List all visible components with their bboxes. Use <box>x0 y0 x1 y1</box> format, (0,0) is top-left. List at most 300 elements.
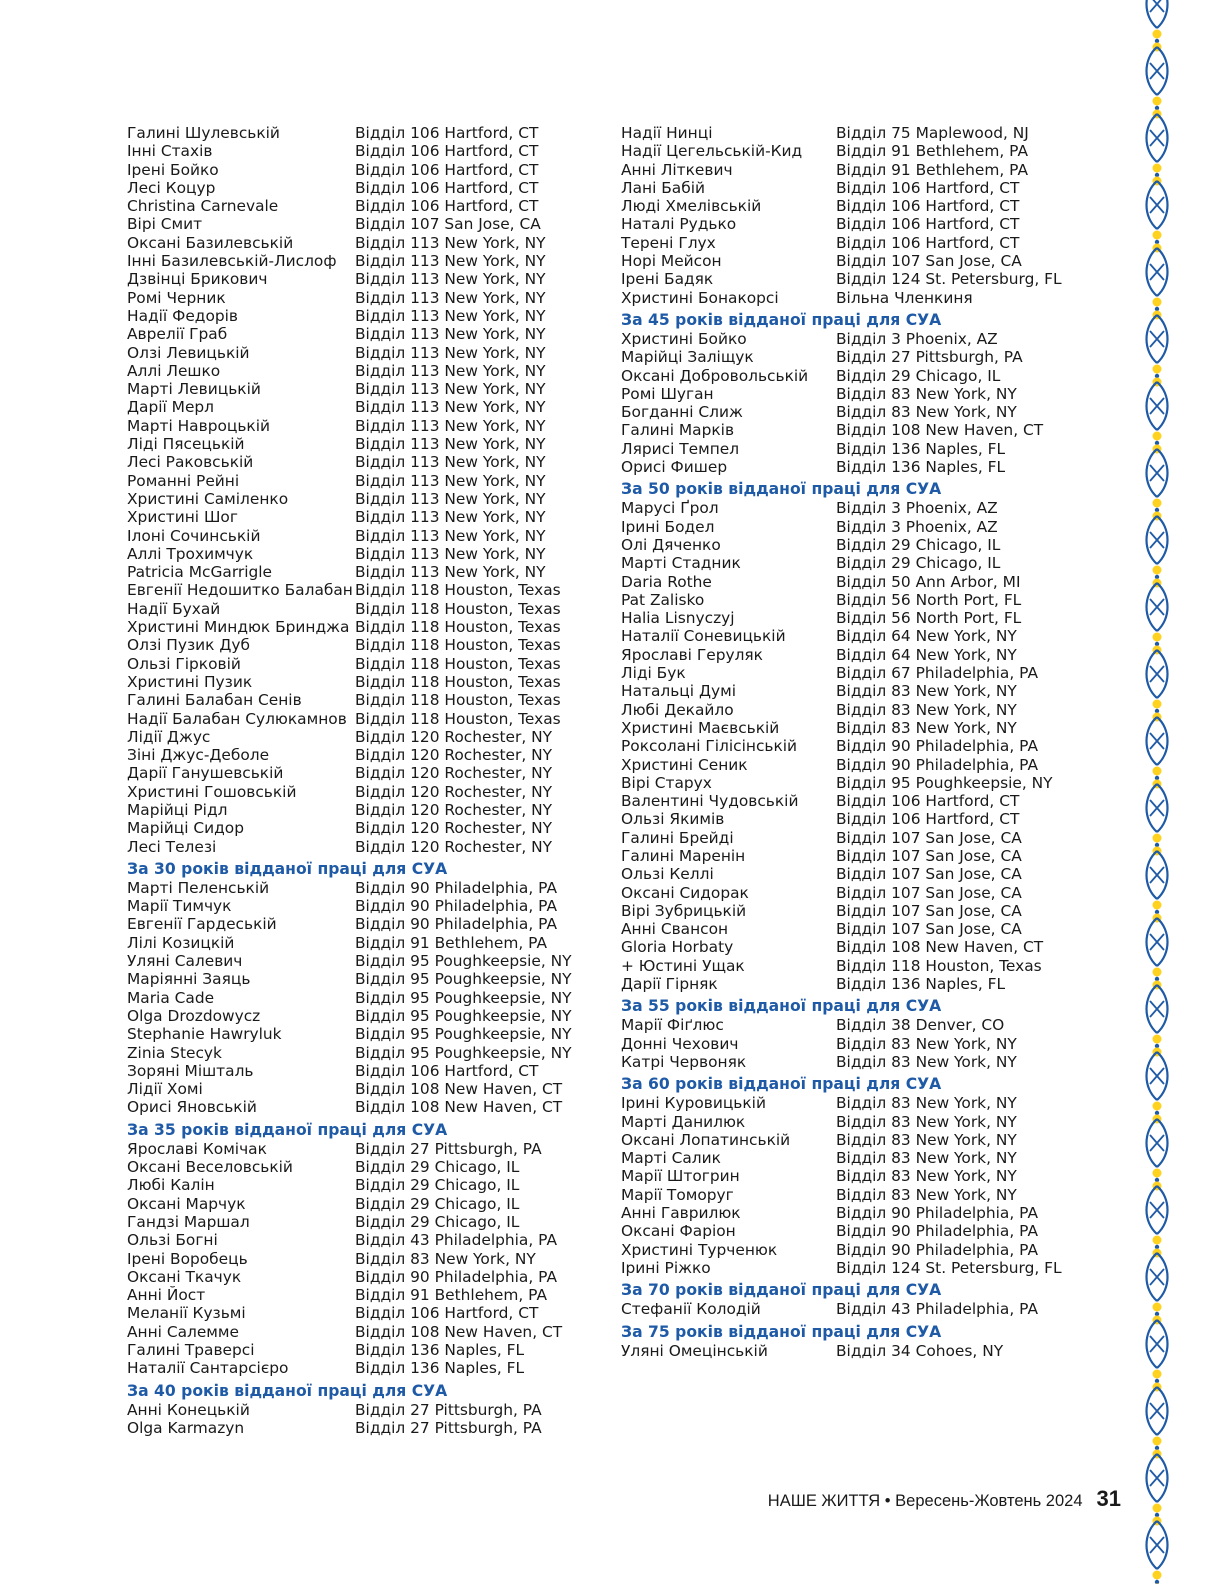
branch-location: Відділ 29 Chicago, IL <box>355 1176 520 1195</box>
ornament-dot <box>1153 432 1162 441</box>
honoree-row <box>127 1007 597 1025</box>
honoree-name: Ромі Черник <box>127 288 226 307</box>
honoree-name: Gloria Horbaty <box>621 938 734 957</box>
honoree-row <box>127 545 597 563</box>
honoree-name: Надії Нинці <box>621 124 713 142</box>
right-column <box>621 124 1091 1360</box>
ornament-loop <box>1147 516 1158 564</box>
branch-location: Відділ 136 Naples, FL <box>355 1341 525 1359</box>
branch-location: Відділ 113 New York, NY <box>355 325 546 344</box>
branch-location: Відділ 91 Bethlehem, PA <box>836 142 1028 161</box>
branch-location: Відділ 113 New York, NY <box>355 270 546 289</box>
honoree-row <box>621 197 1091 215</box>
honoree-name: Уляні Омецінській <box>621 1341 768 1360</box>
honoree-row <box>621 1241 1091 1259</box>
ornament-loop <box>1157 248 1168 296</box>
branch-location: Відділ 90 Philadelphia, PA <box>836 1222 1038 1241</box>
branch-location: Відділ 95 Poughkeepsie, NY <box>355 1043 572 1062</box>
honoree-name: Лідії Джус <box>127 727 211 746</box>
branch-location: Відділ 29 Chicago, IL <box>836 366 1001 385</box>
honoree-row <box>621 1167 1091 1185</box>
honoree-row <box>621 440 1091 458</box>
branch-location: Відділ 113 New York, NY <box>355 233 546 252</box>
honoree-name: Ірені Бадяк <box>621 270 714 289</box>
branch-location: Відділ 91 Bethlehem, PA <box>355 1286 547 1305</box>
honoree-name: Ліді Бук <box>621 664 686 683</box>
ornament-loop <box>1147 1253 1158 1301</box>
ornament-dot <box>1153 767 1162 776</box>
branch-location: Відділ 56 North Port, FL <box>836 590 1022 609</box>
branch-location: Відділ 83 New York, NY <box>836 1052 1017 1071</box>
honoree-name: Оксані Веселовській <box>127 1158 293 1177</box>
ornament-dot <box>1155 1580 1159 1584</box>
branch-location: Відділ 95 Poughkeepsie, NY <box>836 773 1053 792</box>
honoree-name: Катрі Червоняк <box>621 1052 747 1071</box>
honoree-name: Оксані Базилевській <box>127 233 294 252</box>
honoree-row <box>127 1140 597 1158</box>
ornament-cross <box>1150 867 1164 883</box>
branch-location: Відділ 118 Houston, Texas <box>355 581 561 600</box>
honoree-row <box>127 970 597 988</box>
ornament-loop <box>1157 1320 1168 1368</box>
ornament-loop <box>1157 851 1168 899</box>
honoree-name: Patricia McGarrigle <box>127 563 272 582</box>
honoree-name: Марійці Сидор <box>127 819 244 838</box>
honoree-name: Христині Маєвській <box>621 718 780 737</box>
honoree-name: Лілі Козицкій <box>127 933 235 952</box>
honoree-row <box>127 1323 597 1341</box>
branch-location: Відділ 118 Houston, Texas <box>355 672 561 691</box>
page-footer <box>768 1486 1121 1512</box>
honoree-row <box>621 792 1091 810</box>
ornament-loop <box>1157 1521 1168 1569</box>
honoree-row <box>127 124 597 142</box>
ornament-cross <box>1150 1135 1164 1151</box>
ornament-loop <box>1147 1119 1158 1167</box>
honoree-row <box>127 1176 597 1194</box>
honoree-row <box>127 783 597 801</box>
ornament-loop <box>1147 315 1158 363</box>
honoree-row <box>621 1186 1091 1204</box>
honoree-row <box>127 362 597 380</box>
honoree-name: Ярославі Комічак <box>127 1139 267 1158</box>
ornament-dot <box>1153 1169 1162 1178</box>
ornament-loop <box>1147 1454 1158 1502</box>
honoree-name: Ілоні Сочинській <box>127 526 261 545</box>
branch-location: Відділ 83 New York, NY <box>836 403 1017 422</box>
honoree-row <box>127 197 597 215</box>
honoree-name: Анні Йост <box>127 1286 206 1305</box>
ornament-loop <box>1147 717 1158 765</box>
branch-location: Відділ 113 New York, NY <box>355 453 546 472</box>
honoree-row <box>621 252 1091 270</box>
honoree-name: Авреліï Граб <box>127 325 228 344</box>
branch-location: Відділ 120 Rochester, NY <box>355 746 553 765</box>
honoree-name: Валентині Чудовській <box>621 792 799 811</box>
honoree-row <box>621 554 1091 572</box>
branch-location: Відділ 83 New York, NY <box>836 682 1017 701</box>
honoree-row <box>621 215 1091 233</box>
honoree-name: Марійці Рідл <box>127 800 228 819</box>
branch-location: Відділ 113 New York, NY <box>355 288 546 307</box>
honoree-name: Наталі Рудько <box>621 215 737 234</box>
honoree-row <box>621 884 1091 902</box>
branch-location: Відділ 83 New York, NY <box>836 700 1017 719</box>
honoree-name: Анні Літкевич <box>621 160 733 179</box>
honoree-row <box>621 1016 1091 1034</box>
honoree-name: Галині Марків <box>621 421 735 440</box>
branch-location: Відділ 118 Houston, Texas <box>355 618 561 637</box>
honoree-row <box>127 934 597 952</box>
honoree-name: Богданні Слиж <box>621 403 743 422</box>
honoree-row <box>127 915 597 933</box>
branch-location: Відділ 83 New York, NY <box>836 1094 1017 1113</box>
branch-location: Відділ 83 New York, NY <box>355 1249 536 1268</box>
honoree-name: Марті Салик <box>621 1149 721 1168</box>
honoree-row <box>127 508 597 526</box>
honoree-row <box>127 289 597 307</box>
ornament-dot <box>1153 901 1162 910</box>
branch-location: Відділ 124 St. Petersburg, FL <box>836 1258 1062 1277</box>
honoree-name: Інні Стахів <box>127 142 213 161</box>
honoree-row <box>127 398 597 416</box>
ornament-cross <box>1150 1068 1164 1084</box>
honoree-row <box>127 1044 597 1062</box>
honoree-name: Марії Томоруг <box>621 1185 734 1204</box>
branch-location: Відділ 118 Houston, Texas <box>355 654 561 673</box>
ornament-dot <box>1153 1102 1162 1111</box>
honoree-name: Аллі Трохимчук <box>127 544 254 563</box>
honoree-row <box>127 1062 597 1080</box>
honoree-name: Ірені Бойко <box>127 160 219 179</box>
ornament-loop <box>1157 1253 1168 1301</box>
ornament-cross <box>1150 666 1164 682</box>
honoree-name: Терені Глух <box>621 233 716 252</box>
ornament-loop <box>1157 650 1168 698</box>
publication-name: НАШЕ ЖИТТЯ • Вересень-Жовтень 2024 <box>767 1492 1083 1510</box>
honoree-name: Надії Цегельській-Кид <box>621 142 803 161</box>
honoree-name: Зіні Джус-Деболе <box>127 746 270 765</box>
honoree-row <box>127 1025 597 1043</box>
ornament-dot <box>1153 968 1162 977</box>
ornament-dot <box>1153 1571 1162 1580</box>
honoree-name: Романні Рейні <box>127 471 240 490</box>
branch-location: Відділ 43 Philadelphia, PA <box>355 1231 557 1250</box>
honoree-name: Дарії Мерл <box>127 398 215 417</box>
honoree-name: Stephanie Hawryluk <box>127 1025 282 1044</box>
honoree-row <box>127 270 597 288</box>
section-heading: За 50 років відданої праці для СУА <box>621 480 942 499</box>
branch-location: Відділ 95 Poughkeepsie, NY <box>355 1006 572 1025</box>
honoree-name: Христині Сеник <box>621 755 748 774</box>
honoree-row <box>621 737 1091 755</box>
honoree-name: Олзі Левицькій <box>127 343 250 362</box>
honoree-name: Daria Rothe <box>621 572 712 591</box>
honoree-name: Zinia Stecyk <box>127 1043 222 1062</box>
branch-location: Відділ 67 Philadelphia, PA <box>836 664 1038 683</box>
ornament-loop <box>1147 114 1158 162</box>
honoree-row <box>127 618 597 636</box>
honoree-row <box>127 215 597 233</box>
honoree-row <box>127 710 597 728</box>
ornament-loop <box>1157 382 1168 430</box>
ornament-cross <box>1150 130 1164 146</box>
honoree-name: Марусі Ґрол <box>621 499 719 518</box>
branch-location: Відділ 91 Bethlehem, PA <box>836 160 1028 179</box>
honoree-row <box>621 348 1091 366</box>
ornament-cross <box>1150 197 1164 213</box>
branch-location: Відділ 136 Naples, FL <box>836 458 1006 477</box>
ornament-dot <box>1153 834 1162 843</box>
ornament-cross <box>1150 1403 1164 1419</box>
ornament-cross <box>1150 532 1164 548</box>
decorative-border-ornament <box>1137 0 1177 1584</box>
branch-location: Відділ 56 North Port, FL <box>836 609 1022 628</box>
honoree-row <box>127 1401 597 1419</box>
honoree-name: Христині Пузик <box>127 672 253 691</box>
honoree-name: Марійці Заліщук <box>621 348 754 367</box>
honoree-row <box>621 421 1091 439</box>
branch-location: Відділ 27 Pittsburgh, PA <box>355 1139 542 1158</box>
honoree-name: Надії Бухай <box>127 599 221 618</box>
honoree-row <box>621 1113 1091 1131</box>
honoree-row <box>621 536 1091 554</box>
honoree-name: Ользі Гірковій <box>127 654 241 673</box>
branch-location: Відділ 83 New York, NY <box>836 1167 1017 1186</box>
ornament-loop <box>1157 583 1168 631</box>
branch-location: Відділ 90 Philadelphia, PA <box>836 737 1038 756</box>
ornament-loop <box>1147 181 1158 229</box>
honoree-name: Аллі Лешко <box>127 361 221 380</box>
honoree-name: Любі Калін <box>127 1176 215 1195</box>
honoree-row <box>127 746 597 764</box>
honoree-row <box>621 1149 1091 1167</box>
honoree-row <box>127 417 597 435</box>
honoree-row <box>621 289 1091 307</box>
honoree-row <box>127 728 597 746</box>
branch-location: Відділ 27 Pittsburgh, PA <box>355 1418 542 1437</box>
honoree-name: Надії Балабан Сулюкамнов <box>127 709 347 728</box>
section-heading: За 35 років відданої праці для СУА <box>127 1120 448 1139</box>
ornament-loop <box>1147 784 1158 832</box>
ornament-loop <box>1147 382 1158 430</box>
ornament-loop <box>1157 985 1168 1033</box>
honoree-name: Дарії Ганушевській <box>127 764 284 783</box>
ornament-loop <box>1157 1186 1168 1234</box>
branch-location: Відділ 95 Poughkeepsie, NY <box>355 1025 572 1044</box>
branch-location: Відділ 113 New York, NY <box>355 361 546 380</box>
honoree-name: Христині Гошовській <box>127 782 297 801</box>
branch-location: Відділ 113 New York, NY <box>355 471 546 490</box>
honoree-row <box>621 234 1091 252</box>
branch-location: Відділ 106 Hartford, CT <box>355 178 539 197</box>
ornament-loop <box>1157 114 1168 162</box>
honoree-row <box>621 810 1091 828</box>
honoree-name: Христині Миндюк Бринджа <box>127 618 350 637</box>
branch-location: Відділ 107 San Jose, CA <box>836 846 1022 865</box>
section-heading: За 60 років відданої праці для СУА <box>621 1075 942 1094</box>
branch-location: Відділ 107 San Jose, CA <box>836 883 1022 902</box>
honoree-name: Дарії Гірняк <box>621 975 718 994</box>
honoree-name: Галині Маренін <box>621 846 746 865</box>
branch-location: Відділ 108 New Haven, CT <box>355 1098 563 1117</box>
honoree-name: Донні Чехович <box>621 1034 739 1053</box>
branch-location: Відділ 113 New York, NY <box>355 306 546 325</box>
honoree-row <box>621 627 1091 645</box>
honoree-row <box>127 527 597 545</box>
branch-location: Відділ 106 Hartford, CT <box>355 160 539 179</box>
honoree-name: Анні Салемме <box>127 1322 239 1341</box>
honoree-row <box>127 1419 597 1437</box>
branch-location: Відділ 120 Rochester, NY <box>355 819 553 838</box>
honoree-name: Марті Стадник <box>621 554 741 573</box>
ornament-loop <box>1157 315 1168 363</box>
ornament-dot <box>1153 365 1162 374</box>
left-column <box>127 124 597 1437</box>
ornament-loop <box>1157 784 1168 832</box>
ornament-loop <box>1157 1454 1168 1502</box>
honoree-name: Лесі Телезі <box>127 837 217 856</box>
honoree-name: Марії Фіґлюс <box>621 1016 724 1035</box>
honoree-row <box>127 801 597 819</box>
honoree-name: Ярославі Геруляк <box>621 645 763 664</box>
branch-location: Відділ 43 Philadelphia, PA <box>836 1300 1038 1319</box>
branch-location: Відділ 106 Hartford, CT <box>355 1304 539 1323</box>
ornament-dot <box>1153 97 1162 106</box>
honoree-row <box>621 1035 1091 1053</box>
ornament-loop <box>1147 918 1158 966</box>
ornament-loop <box>1157 717 1168 765</box>
honoree-row <box>621 1259 1091 1277</box>
ornament-dot <box>1153 566 1162 575</box>
honoree-row <box>127 472 597 490</box>
honoree-row <box>621 719 1091 737</box>
ornament-dot <box>1153 231 1162 240</box>
honoree-name: Марті Левицькій <box>127 380 261 399</box>
honoree-name: Христині Шог <box>127 508 238 527</box>
honoree-name: Ромі Шуган <box>621 384 714 403</box>
honoree-name: Натальці Думі <box>621 682 736 701</box>
honoree-row <box>621 609 1091 627</box>
honoree-row <box>621 1053 1091 1071</box>
honoree-name: Анні Свансон <box>621 920 729 939</box>
honoree-name: Меланії Кузьмі <box>127 1304 246 1323</box>
honoree-row <box>127 1195 597 1213</box>
branch-location: Відділ 113 New York, NY <box>355 380 546 399</box>
ornament-loop <box>1157 516 1168 564</box>
honoree-name: Інні Базилевській-Лислоф <box>127 252 337 271</box>
honoree-row <box>127 1213 597 1231</box>
honoree-name: Анні Гаврилюк <box>621 1204 741 1223</box>
honoree-name: Вірі Старух <box>621 773 712 792</box>
branch-location: Відділ 83 New York, NY <box>836 1185 1017 1204</box>
ornament-dot <box>1153 1236 1162 1245</box>
honoree-name: Галині Траверсі <box>127 1341 255 1359</box>
honoree-row <box>127 581 597 599</box>
honoree-name: Марії Штогрин <box>621 1167 740 1186</box>
branch-location: Відділ 124 St. Petersburg, FL <box>836 270 1062 289</box>
honoree-row <box>621 1204 1091 1222</box>
ornament-loop <box>1147 1387 1158 1435</box>
honoree-row <box>127 435 597 453</box>
ornament-cross <box>1150 63 1164 79</box>
honoree-name: Христині Бойко <box>621 329 747 348</box>
honoree-row <box>621 179 1091 197</box>
ornament-loop <box>1147 0 1158 28</box>
branch-location: Відділ 27 Pittsburgh, PA <box>836 348 1023 367</box>
ornament-cross <box>1150 1202 1164 1218</box>
branch-location: Відділ 95 Poughkeepsie, NY <box>355 988 572 1007</box>
honoree-row <box>621 458 1091 476</box>
honoree-row <box>127 691 597 709</box>
branch-location: Відділ 95 Poughkeepsie, NY <box>355 952 572 971</box>
honoree-name: Наталії Сантарсієро <box>127 1359 289 1378</box>
branch-location: Відділ 107 San Jose, CA <box>836 901 1022 920</box>
branch-location: Відділ 113 New York, NY <box>355 526 546 545</box>
honoree-row <box>127 1304 597 1322</box>
ornament-loop <box>1157 1119 1168 1167</box>
honoree-row <box>127 819 597 837</box>
honoree-row <box>621 1300 1091 1318</box>
branch-location: Відділ 83 New York, NY <box>836 1130 1017 1149</box>
ornament-loop <box>1157 1387 1168 1435</box>
honoree-row <box>621 142 1091 160</box>
branch-location: Відділ 108 New Haven, CT <box>355 1080 563 1099</box>
honoree-row <box>621 270 1091 288</box>
honoree-row <box>621 1342 1091 1360</box>
honoree-row <box>127 636 597 654</box>
branch-location: Відділ 113 New York, NY <box>355 398 546 417</box>
honoree-name: Стефанії Колодій <box>621 1300 761 1319</box>
ornament-dot <box>1153 298 1162 307</box>
section-heading: За 45 років відданої праці для СУА <box>621 310 942 329</box>
honoree-row <box>127 325 597 343</box>
honoree-name: Ользі Богні <box>127 1231 218 1250</box>
ornament-loop <box>1147 1052 1158 1100</box>
honoree-name: Олі Дяченко <box>621 535 721 554</box>
branch-location: Відділ 83 New York, NY <box>836 718 1017 737</box>
honoree-name: Pat Zalisko <box>621 590 705 609</box>
honoree-name: Maria Cade <box>127 988 215 1007</box>
honoree-row <box>127 1098 597 1116</box>
honoree-name: Гандзі Маршал <box>127 1212 250 1231</box>
honoree-name: Евгенії Гардеській <box>127 915 277 934</box>
branch-location: Відділ 107 San Jose, CA <box>836 920 1022 939</box>
honoree-name: Олзі Пузик Дуб <box>127 636 250 655</box>
honoree-row <box>127 307 597 325</box>
honoree-name: Дзвінці Брикович <box>127 270 268 289</box>
honoree-name: Христині Турченюк <box>621 1240 778 1259</box>
honoree-name: Христині Саміленко <box>127 489 289 508</box>
honoree-row <box>621 829 1091 847</box>
honoree-name: Наталії Соневицькій <box>621 627 786 646</box>
honoree-row <box>127 380 597 398</box>
branch-location: Відділ 91 Bethlehem, PA <box>355 933 547 952</box>
branch-location: Відділ 90 Philadelphia, PA <box>355 897 557 916</box>
ornament-loop <box>1147 248 1158 296</box>
branch-location: Відділ 29 Chicago, IL <box>355 1212 520 1231</box>
section-heading: За 75 років відданої праці для СУА <box>621 1322 942 1341</box>
ornament-loop <box>1157 181 1168 229</box>
honoree-name: Анні Конецькій <box>127 1400 250 1419</box>
branch-location: Відділ 120 Rochester, NY <box>355 837 553 856</box>
branch-location: Відділ 120 Rochester, NY <box>355 764 553 783</box>
honoree-name: Ользі Якимів <box>621 810 725 829</box>
honoree-row <box>127 1158 597 1176</box>
branch-location: Відділ 113 New York, NY <box>355 489 546 508</box>
honoree-row <box>127 252 597 270</box>
honoree-row <box>621 865 1091 883</box>
